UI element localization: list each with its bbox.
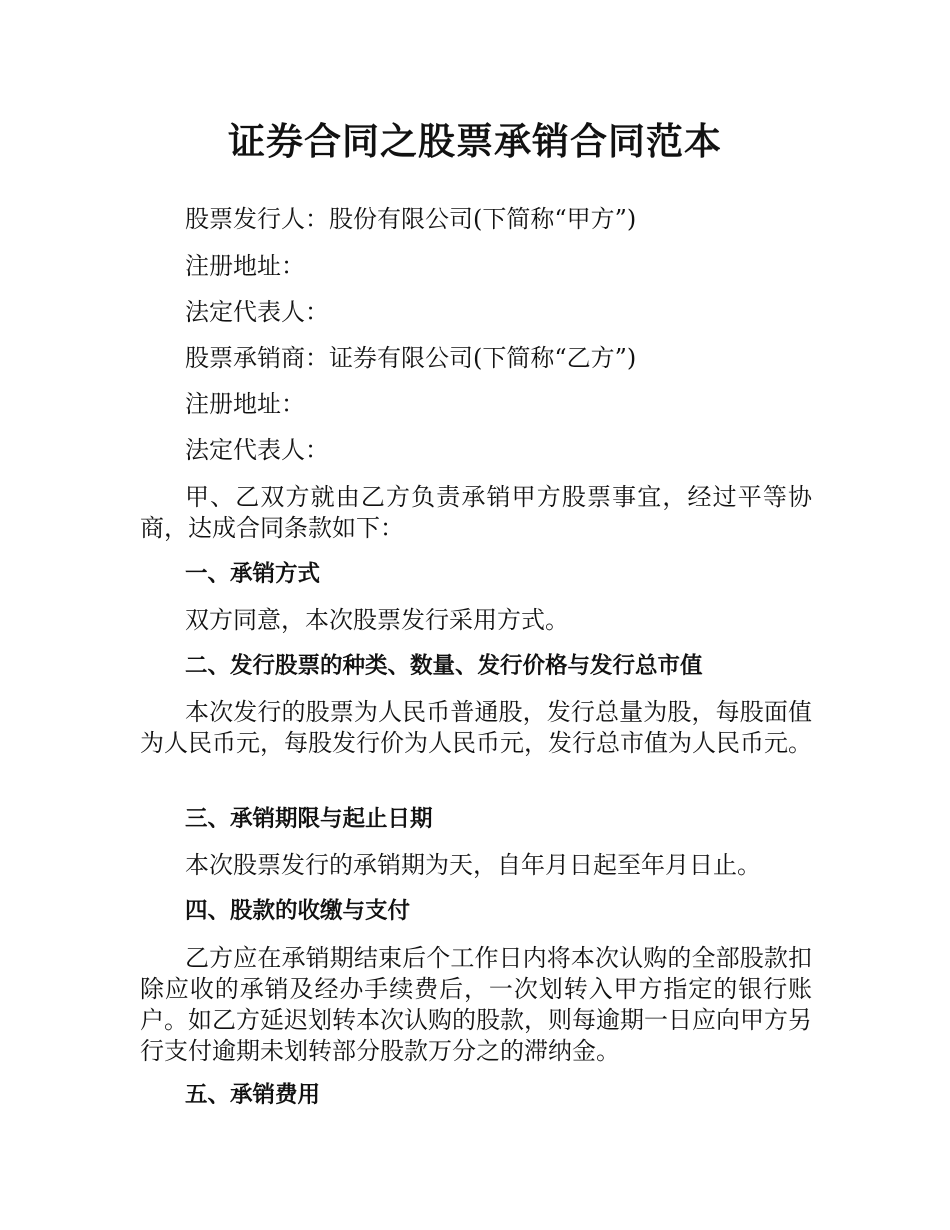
section-heading-2: 二、发行股票的种类、数量、发行价格与发行总市值	[185, 653, 703, 679]
section-3-body: 本次股票发行的承销期为天，自年月日起至年月日止。	[185, 851, 761, 879]
section-heading-3: 三、承销期限与起止日期	[185, 806, 433, 832]
issuer-line: 股票发行人：股份有限公司(下简称“甲方”)	[185, 205, 637, 233]
underwriter-address-line: 注册地址：	[185, 390, 305, 418]
underwriter-line: 股票承销商：证券有限公司(下简称“乙方”)	[185, 344, 637, 372]
issuer-representative-line: 法定代表人：	[185, 298, 329, 326]
section-heading-4: 四、股款的收缴与支付	[185, 898, 411, 924]
issuer-address-line: 注册地址：	[185, 252, 305, 280]
underwriter-representative-line: 法定代表人：	[185, 436, 329, 464]
section-heading-1: 一、承销方式	[185, 561, 321, 587]
section-2-body: 本次发行的股票为人民币普通股，发行总量为股，每股面值为人民币元，每股发行价为人民币元，发行总市值为人民币元。	[140, 698, 812, 757]
section-1-body: 双方同意，本次股票发行采用方式。	[185, 606, 569, 634]
document-title: 证券合同之股票承销合同范本	[228, 120, 722, 163]
section-4-body: 乙方应在承销期结束后个工作日内将本次认购的全部股款扣除应收的承销及经办手续费后，一次划转入甲方指定的银行账户。如乙方延迟划转本次认购的股款，则每逾期一日应向甲方另行支付逾期未划转部分股款万分之的滞纳金。	[140, 944, 812, 1065]
preamble-paragraph: 甲、乙双方就由乙方负责承销甲方股票事宜，经过平等协商，达成合同条款如下：	[140, 483, 812, 542]
section-heading-5: 五、承销费用	[185, 1082, 321, 1108]
